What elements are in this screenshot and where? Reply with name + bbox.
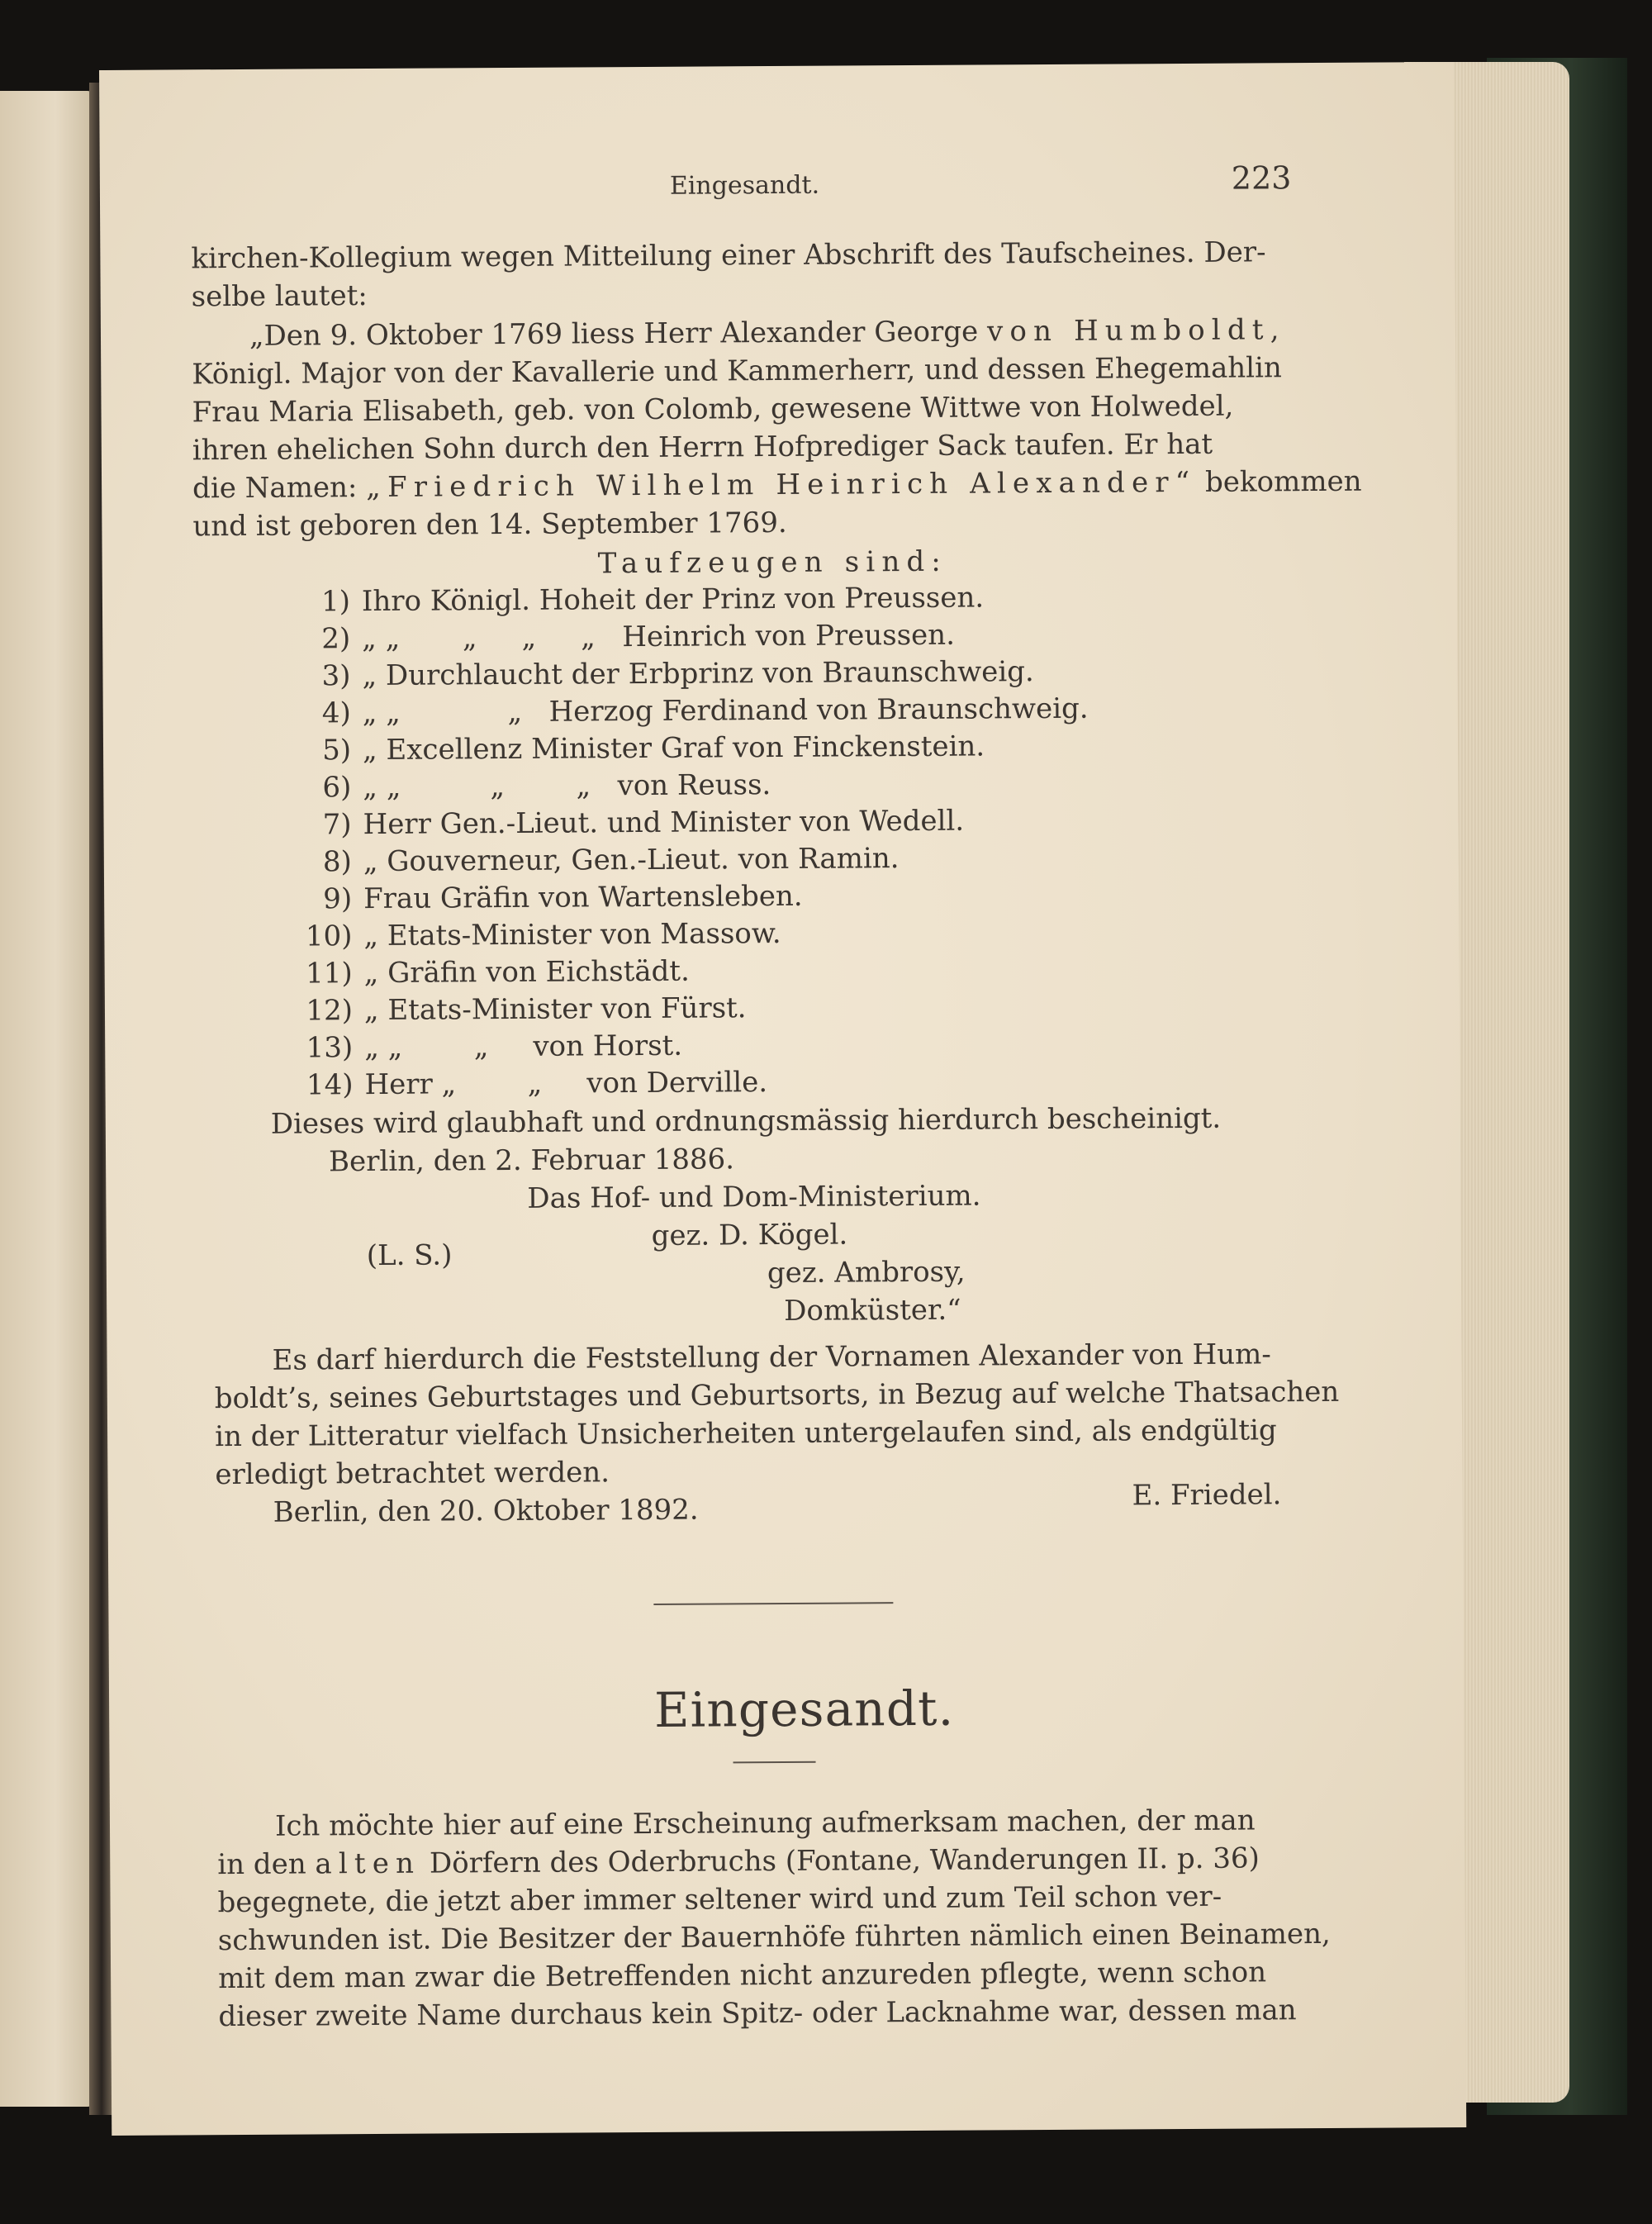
- spaced-alten: alten: [315, 1846, 421, 1881]
- sponsor-entry: 2) „ „ „ „ „ Heinrich von Preussen.: [321, 618, 956, 656]
- section-title: Eingesandt.: [653, 1680, 955, 1738]
- attestation: Dieses wird glaubhaft und ordnungsmässig hierdurch bescheinigt.: [270, 1101, 1222, 1141]
- certificate-line: ihren ehelichen Sohn durch den Herrn Hofprediger Sack taufen. Er hat: [192, 427, 1213, 468]
- section-paragraph-line: dieser zweite Name durchaus kein Spitz- oder Lacknahme war, dessen man: [218, 1994, 1297, 2034]
- book-page: [99, 62, 1466, 2136]
- ministry: Das Hof- und Dom-Ministerium.: [527, 1179, 981, 1215]
- sponsor-entry: 5) „ Excellenz Minister Graf von Finckenstein.: [322, 729, 985, 767]
- sponsor-entry: 11) „ Gräfin von Eichstädt.: [306, 954, 690, 991]
- signature-koegel: gez. D. Kögel.: [651, 1218, 848, 1252]
- section-paragraph-line: Ich möchte hier auf eine Erscheinung aufmerksam machen, der man: [274, 1803, 1256, 1843]
- certificate-line: „Den 9. Oktober 1769 liess Herr Alexander George von Humboldt,: [249, 313, 1286, 353]
- sponsor-entry: 7) Herr Gen.-Lieut. und Minister von Wedell.: [322, 804, 965, 842]
- sponsor-entry: 12) „ Etats-Minister von Fürst.: [306, 991, 747, 1028]
- seal: (L. S.): [366, 1238, 453, 1273]
- section-paragraph-line: schwunden ist. Die Besitzer der Bauernhöfe führten nämlich einen Beinamen,: [217, 1917, 1331, 1958]
- sponsor-entry: 14) Herr „ „ von Derville.: [306, 1066, 768, 1102]
- conclusion-line: erledigt betrachtet werden.: [215, 1456, 610, 1492]
- sponsors-heading: Taufzeugen sind:: [597, 544, 948, 581]
- section-paragraph-line: begegnete, die jetzt aber immer seltener wird und zum Teil schon ver-: [217, 1879, 1222, 1920]
- running-head: Eingesandt.: [669, 170, 820, 201]
- place-date: Berlin, den 2. Februar 1886.: [328, 1143, 735, 1179]
- certificate-line: und ist geboren den 14. September 1769.: [192, 506, 787, 544]
- sponsor-entry: 4) „ „ „ Herzog Ferdinand von Braunschweig.: [321, 691, 1089, 730]
- section-paragraph-line: mit dem man zwar die Betreffenden nicht anzureden pflegte, wenn schon: [218, 1956, 1267, 1996]
- left-page: [0, 91, 93, 2107]
- certificate-line: die Namen: „Friedrich Wilhelm Heinrich Alexander“ bekommen: [192, 464, 1362, 506]
- title-underline: [733, 1761, 816, 1764]
- signature-ambrosy: gez. Ambrosy,: [767, 1255, 966, 1290]
- section-paragraph-line: in den alten Dörfern des Oderbruchs (Fontane, Wanderungen II. p. 36): [217, 1841, 1260, 1882]
- sponsor-entry: 3) „ Durchlaucht der Erbprinz von Braunschweig.: [321, 655, 1034, 693]
- sponsor-entry: 10) „ Etats-Minister von Massow.: [305, 916, 781, 953]
- signoff-date: Berlin, den 20. Oktober 1892.: [273, 1493, 699, 1529]
- conclusion-line: boldt’s, seines Geburtstages und Geburtsorts, in Bezug auf welche Thatsachen: [214, 1375, 1340, 1416]
- sponsor-entry: 1) Ihro Königl. Hoheit der Prinz von Preussen.: [320, 581, 985, 619]
- spaced-names: „Friedrich Wilhelm Heinrich Alexander“: [366, 465, 1197, 505]
- sponsor-entry: 8) „ Gouverneur, Gen.-Lieut. von Ramin.: [322, 842, 900, 879]
- certificate-line: Frau Maria Elisabeth, geb. von Colomb, gewesene Wittwe von Holwedel,: [192, 389, 1234, 430]
- sponsor-entry: 9) Frau Gräfin von Wartensleben.: [323, 879, 803, 916]
- signoff-author: E. Friedel.: [1132, 1478, 1282, 1513]
- role-domkuester: Domküster.“: [784, 1293, 961, 1328]
- text-line: selbe lautet:: [191, 279, 368, 314]
- sponsor-entry: 6) „ „ „ „ von Reuss.: [322, 768, 771, 805]
- certificate-line: Königl. Major von der Kavallerie und Kammerherr, und dessen Ehegemahlin: [192, 351, 1282, 392]
- divider-rule: [653, 1602, 893, 1605]
- text-line: kirchen-Kollegium wegen Mitteilung einer Abschrift des Taufscheines. Der-: [191, 235, 1266, 276]
- conclusion-line: in der Litteratur vielfach Unsicherheiten untergelaufen sind, als endgültig: [215, 1414, 1277, 1454]
- sponsor-entry: 13) „ „ „ von Horst.: [306, 1029, 683, 1065]
- conclusion-line: Es darf hierdurch die Feststellung der Vornamen Alexander von Hum-: [272, 1338, 1271, 1377]
- spaced-von-humboldt: von Humboldt,: [986, 313, 1286, 349]
- page-number: 223: [1231, 159, 1292, 197]
